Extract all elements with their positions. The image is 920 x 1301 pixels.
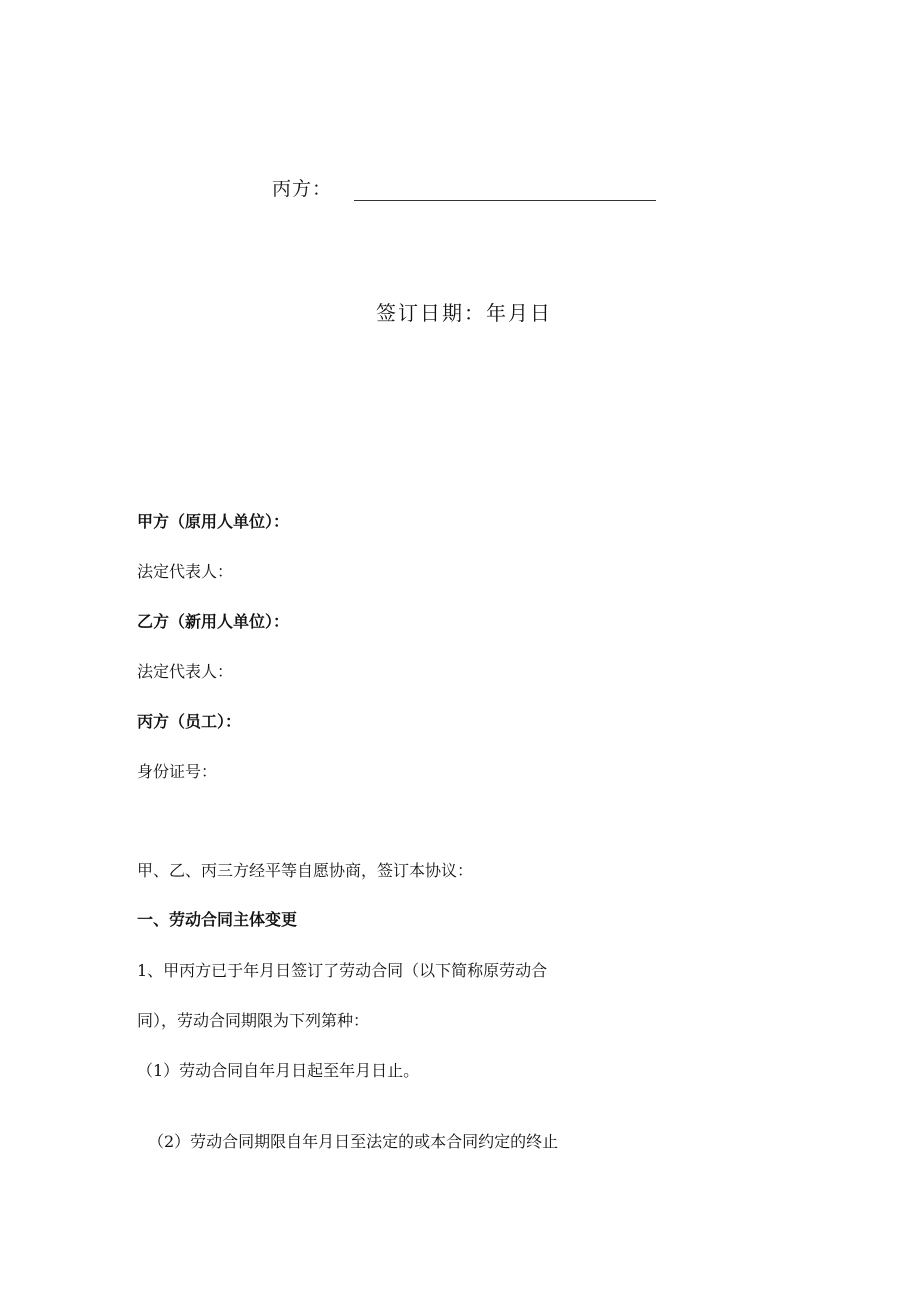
section-1-title: 一、劳动合同主体变更 <box>137 910 298 929</box>
party-a-representative: 法定代表人： <box>137 562 234 581</box>
clause-1-line-2: 同），劳动合同期限为下列第种： <box>137 1011 370 1030</box>
clause-1-line-1: 1、甲丙方已于年月日签订了劳动合同（以下简称原劳动合 <box>137 961 548 980</box>
option-2: （2）劳动合同期限自年月日至法定的或本合同约定的终止 <box>148 1132 559 1151</box>
party-b-representative: 法定代表人： <box>137 662 234 681</box>
party-a-heading: 甲方（原用人单位）： <box>137 512 290 531</box>
option-1: （1）劳动合同自年月日起至年月日止。 <box>137 1061 420 1080</box>
sign-date: 签订日期：年月日 <box>376 301 552 325</box>
party-c-id-number: 身份证号： <box>137 762 218 781</box>
cover-party-c <box>272 174 656 201</box>
party-c-signature-line <box>354 180 656 201</box>
cover-party-c-label: 丙方： <box>272 178 333 200</box>
intro-paragraph: 甲、乙、丙三方经平等自愿协商，签订本协议： <box>137 861 474 880</box>
party-c-heading: 丙方（员工）： <box>137 712 242 731</box>
party-b-heading: 乙方（新用人单位）： <box>137 612 290 631</box>
